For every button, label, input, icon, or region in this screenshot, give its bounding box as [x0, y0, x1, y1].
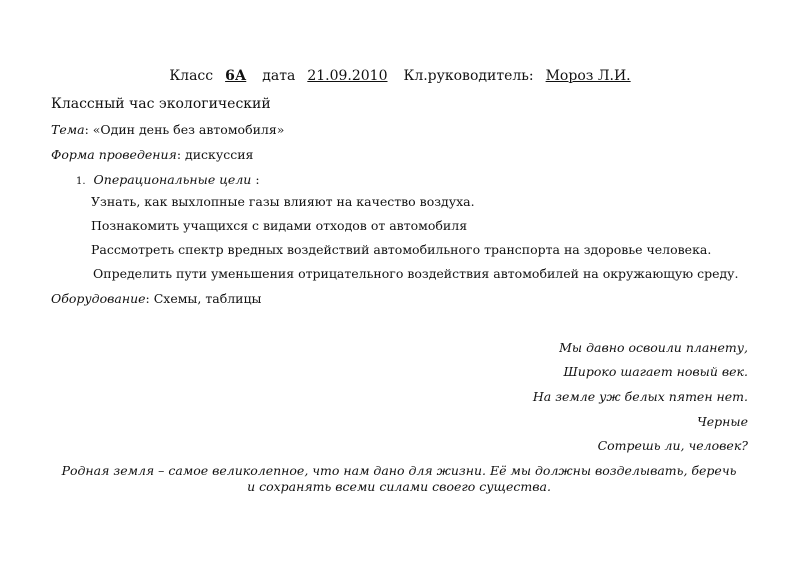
poem-line: Мы давно освоили планету,	[559, 340, 748, 355]
goal-item: Определить пути уменьшения отрицательного воздействия автомобилей на окружающую среду.	[93, 266, 739, 281]
goal-item: Узнать, как выхлопные газы влияют на качество воздуха.	[91, 194, 475, 209]
equipment-line	[51, 291, 261, 306]
goals-heading	[76, 172, 260, 187]
goals-label: Операциональные цели	[93, 172, 252, 187]
form-value: : дискуссия	[176, 147, 254, 162]
closing-quote: Родная земля – самое великолепное, что нам дано для жизни. Её мы должны возделывать, беречь и сохранять всеми силами своего существа.	[61, 463, 737, 494]
goal-item: Рассмотреть спектр вредных воздействий автомобильного транспорта на здоровье человека.	[91, 242, 712, 257]
goal-item: Познакомить учащихся с видами отходов от автомобиля	[91, 218, 468, 233]
class-value: 6А	[225, 68, 247, 84]
teacher-label: Кл.руководитель:	[403, 68, 534, 84]
date-value: 21.09.2010	[307, 68, 388, 84]
equipment-label: Оборудование	[51, 291, 146, 306]
form-line	[51, 147, 253, 162]
class-label: Класс	[169, 68, 214, 84]
topic-line	[51, 122, 284, 137]
poem-line: Сотрешь ли, человек?	[597, 438, 748, 453]
poem-line: На земле уж белых пятен нет.	[532, 389, 748, 404]
topic-label: Тема	[51, 122, 85, 137]
goals-number: 1.	[76, 176, 86, 187]
poem-line: Черные	[697, 414, 748, 429]
goals-suffix: :	[251, 172, 260, 187]
equipment-value: : Схемы, таблицы	[145, 291, 262, 306]
form-label: Форма проведения	[51, 147, 177, 162]
date-label: дата	[262, 68, 296, 84]
poem-line: Широко шагает новый век.	[563, 364, 748, 379]
topic-value: : «Один день без автомобиля»	[84, 122, 285, 137]
document-header	[0, 68, 800, 84]
page-title: Классный час экологический	[51, 96, 271, 112]
teacher-value: Мороз Л.И.	[545, 68, 631, 84]
